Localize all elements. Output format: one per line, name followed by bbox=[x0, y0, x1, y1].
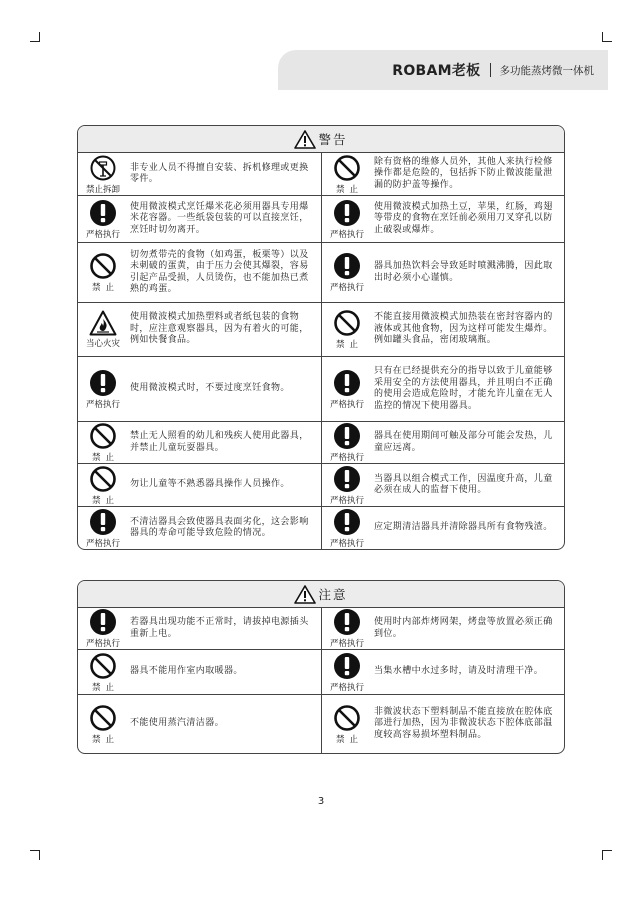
symbol-group bbox=[80, 310, 126, 349]
instruction-text: 使用微波模式加热土豆，苹果，红肠，鸡翅等带皮的食物在烹饪前必须用刀叉穿孔以防止破裂或爆炸。 bbox=[374, 201, 553, 235]
instruction-text: 当集水槽中水过多时，请及时清理干净。 bbox=[374, 666, 544, 677]
symbol-group bbox=[80, 422, 126, 463]
warning-triangle-icon bbox=[294, 130, 316, 149]
symbol-group bbox=[80, 199, 126, 240]
caution-item-3-left bbox=[78, 695, 322, 753]
instruction-text: 非专业人员不得擅自安装、拆机修理或更换零件。 bbox=[130, 162, 309, 184]
symbol-group bbox=[324, 252, 370, 293]
symbol-group bbox=[80, 369, 126, 410]
caution-item-1-right bbox=[322, 608, 564, 650]
warning-item-1-left bbox=[78, 153, 322, 196]
instruction-text: 当器具以组合模式工作，因温度升高，儿童必须在成人的监督下使用。 bbox=[374, 473, 553, 495]
instruction-text: 只有在已经提供充分的指导以致于儿童能够采用安全的方法使用器具，并且明白不正确的使用会造成危险时，才能允许儿童在无人监控的情况下使用器具。 bbox=[374, 366, 553, 411]
symbol-group bbox=[80, 465, 126, 506]
symbol-label: 严格执行 bbox=[329, 453, 364, 463]
warning-item-1-right bbox=[322, 153, 564, 196]
mandatory-icon bbox=[89, 369, 117, 397]
mandatory-icon bbox=[333, 652, 361, 680]
prohibited-icon bbox=[89, 704, 117, 732]
warning-panel bbox=[77, 125, 565, 550]
instruction-text: 器具在使用期间可触及部分可能会发热，儿童应远离。 bbox=[374, 431, 553, 453]
page-header bbox=[278, 50, 608, 90]
disassembly-prohibited-icon bbox=[89, 154, 117, 182]
warning-item-6-right bbox=[322, 422, 564, 464]
brand-logo: ROBAM老板 bbox=[392, 63, 481, 79]
warning-title-text: 警告 bbox=[318, 132, 348, 147]
symbol-label: 禁止 bbox=[91, 495, 119, 506]
prohibited-icon bbox=[89, 252, 117, 280]
instruction-text: 禁止无人照看的幼儿和残疾人使用此器具，并禁止儿童玩耍器具。 bbox=[130, 431, 309, 453]
symbol-label: 禁止 bbox=[335, 734, 363, 745]
instruction-text: 使用微波模式烹饪爆米花必须用器具专用爆米花容器。一些纸袋包装的可以直接烹饪，烹饪时切勿离开。 bbox=[130, 201, 309, 235]
symbol-group bbox=[324, 309, 370, 350]
mandatory-icon bbox=[333, 422, 361, 450]
warning-item-2-left bbox=[78, 196, 322, 243]
instruction-text: 非微波状态下塑料制品不能直接放在腔体底部进行加热，因为非微波状态下腔体底部温度较高容易损坏塑料制品。 bbox=[374, 706, 553, 740]
warning-grid bbox=[78, 153, 564, 549]
symbol-label: 禁止 bbox=[91, 734, 119, 745]
caution-item-1-left bbox=[78, 608, 322, 650]
warning-item-4-left bbox=[78, 303, 322, 357]
header-divider bbox=[490, 63, 491, 77]
fire-caution-icon bbox=[89, 310, 117, 336]
warning-title bbox=[78, 126, 564, 153]
symbol-label: 禁止 bbox=[91, 283, 119, 293]
symbol-label: 严格执行 bbox=[329, 283, 364, 293]
mandatory-icon bbox=[333, 252, 361, 280]
warning-item-3-left bbox=[78, 243, 322, 303]
prohibited-icon bbox=[333, 309, 361, 337]
prohibited-icon bbox=[333, 704, 361, 732]
instruction-text: 器具加热饮料会导致延时喷溅沸腾，因此取出时必须小心谨慎。 bbox=[374, 261, 553, 283]
caution-panel bbox=[77, 580, 565, 754]
warning-item-7-right bbox=[322, 464, 564, 507]
symbol-group bbox=[80, 154, 126, 195]
instruction-text: 使用微波模式加热塑料或者纸包装的食物时，应注意观察器具，因为有着火的可能，例如快餐食品。 bbox=[130, 312, 309, 346]
mandatory-icon bbox=[89, 199, 117, 227]
caution-grid bbox=[78, 608, 564, 753]
symbol-label: 严格执行 bbox=[329, 682, 364, 693]
prohibited-icon bbox=[89, 422, 117, 450]
caution-title bbox=[78, 581, 564, 608]
symbol-label: 严格执行 bbox=[329, 639, 364, 649]
mandatory-icon bbox=[333, 465, 361, 493]
mandatory-icon bbox=[89, 608, 117, 636]
caution-item-2-left bbox=[78, 650, 322, 695]
symbol-group bbox=[324, 369, 370, 410]
symbol-group bbox=[324, 608, 370, 649]
warning-item-4-right bbox=[322, 303, 564, 357]
symbol-group bbox=[80, 704, 126, 745]
symbol-group bbox=[80, 252, 126, 293]
instruction-text: 不能使用蒸汽清洁器。 bbox=[130, 718, 225, 729]
symbol-label: 严格执行 bbox=[85, 639, 120, 649]
symbol-group bbox=[324, 465, 370, 506]
symbol-group bbox=[324, 154, 370, 195]
instruction-text: 使用微波模式时，不要过度烹饪食物。 bbox=[130, 383, 290, 394]
instruction-text: 使用时内部炸烤网架，烤盘等放置必须正确到位。 bbox=[374, 617, 553, 639]
symbol-group bbox=[324, 422, 370, 463]
symbol-label: 严格执行 bbox=[329, 538, 364, 549]
caution-triangle-icon bbox=[294, 585, 316, 604]
symbol-label: 严格执行 bbox=[85, 538, 120, 549]
prohibited-icon bbox=[89, 652, 117, 680]
caution-item-2-right bbox=[322, 650, 564, 695]
crop-mark-top-right bbox=[602, 32, 612, 42]
caution-title-text: 注意 bbox=[318, 587, 348, 602]
symbol-group bbox=[80, 652, 126, 693]
symbol-label: 禁止拆卸 bbox=[85, 184, 120, 195]
symbol-label: 禁止 bbox=[335, 340, 363, 350]
prohibited-icon bbox=[89, 465, 117, 493]
warning-item-5-left bbox=[78, 357, 322, 422]
prohibited-icon bbox=[333, 154, 361, 182]
instruction-text: 勿让儿童等不熟悉器具操作人员操作。 bbox=[130, 479, 290, 490]
crop-mark-top-left bbox=[30, 32, 40, 42]
caution-item-3-right bbox=[322, 695, 564, 753]
warning-item-5-right bbox=[322, 357, 564, 422]
mandatory-icon bbox=[333, 608, 361, 636]
warning-item-7-left bbox=[78, 464, 322, 507]
symbol-label: 严格执行 bbox=[329, 229, 364, 240]
symbol-label: 当心火灾 bbox=[85, 339, 120, 349]
instruction-text: 若器具出现功能不正常时，请拔掉电源插头重新上电。 bbox=[130, 617, 309, 639]
page-number: 3 bbox=[317, 796, 325, 807]
symbol-group bbox=[324, 199, 370, 240]
symbol-label: 严格执行 bbox=[85, 399, 120, 410]
symbol-label: 严格执行 bbox=[85, 229, 120, 240]
product-name: 多功能蒸烤微一体机 bbox=[499, 64, 594, 77]
symbol-group bbox=[80, 508, 126, 549]
symbol-label: 禁止 bbox=[91, 453, 119, 463]
mandatory-icon bbox=[333, 369, 361, 397]
crop-mark-bottom-left bbox=[30, 850, 40, 860]
mandatory-icon bbox=[89, 508, 117, 536]
mandatory-icon bbox=[333, 199, 361, 227]
symbol-group bbox=[80, 608, 126, 649]
symbol-label: 禁止 bbox=[91, 682, 119, 693]
symbol-label: 严格执行 bbox=[329, 399, 364, 410]
warning-item-3-right bbox=[322, 243, 564, 303]
mandatory-icon bbox=[333, 508, 361, 536]
warning-item-8-right bbox=[322, 507, 564, 549]
instruction-text: 除有资格的维修人员外，其他人来执行检修操作都是危险的，包括拆下防止微波能量泄漏的防护盖等操作。 bbox=[374, 156, 553, 190]
warning-item-8-left bbox=[78, 507, 322, 549]
instruction-text: 切勿煮带壳的食物（如鸡蛋，板栗等）以及未刺破的蛋黄，由于压力会使其爆裂，容易引起产品受损，人员烫伤，也不能加热已煮熟的鸡蛋。 bbox=[130, 249, 309, 294]
instruction-text: 器具不能用作室内取暖器。 bbox=[130, 666, 243, 677]
symbol-label: 禁止 bbox=[335, 184, 363, 195]
symbol-label: 严格执行 bbox=[329, 495, 364, 506]
instruction-text: 应定期清洁器具并清除器具所有食物残渣。 bbox=[374, 522, 553, 533]
instruction-text: 不能直接用微波模式加热装在密封容器内的液体或其他食物，因为这样可能发生爆炸。例如罐头食品，密闭玻璃瓶。 bbox=[374, 312, 553, 346]
warning-item-2-right bbox=[322, 196, 564, 243]
warning-item-6-left bbox=[78, 422, 322, 464]
instruction-text: 不清洁器具会致使器具表面劣化，这会影响器具的寿命可能导致危险的情况。 bbox=[130, 516, 309, 538]
crop-mark-bottom-right bbox=[602, 850, 612, 860]
symbol-group bbox=[324, 704, 370, 745]
symbol-group bbox=[324, 652, 370, 693]
symbol-group bbox=[324, 508, 370, 549]
